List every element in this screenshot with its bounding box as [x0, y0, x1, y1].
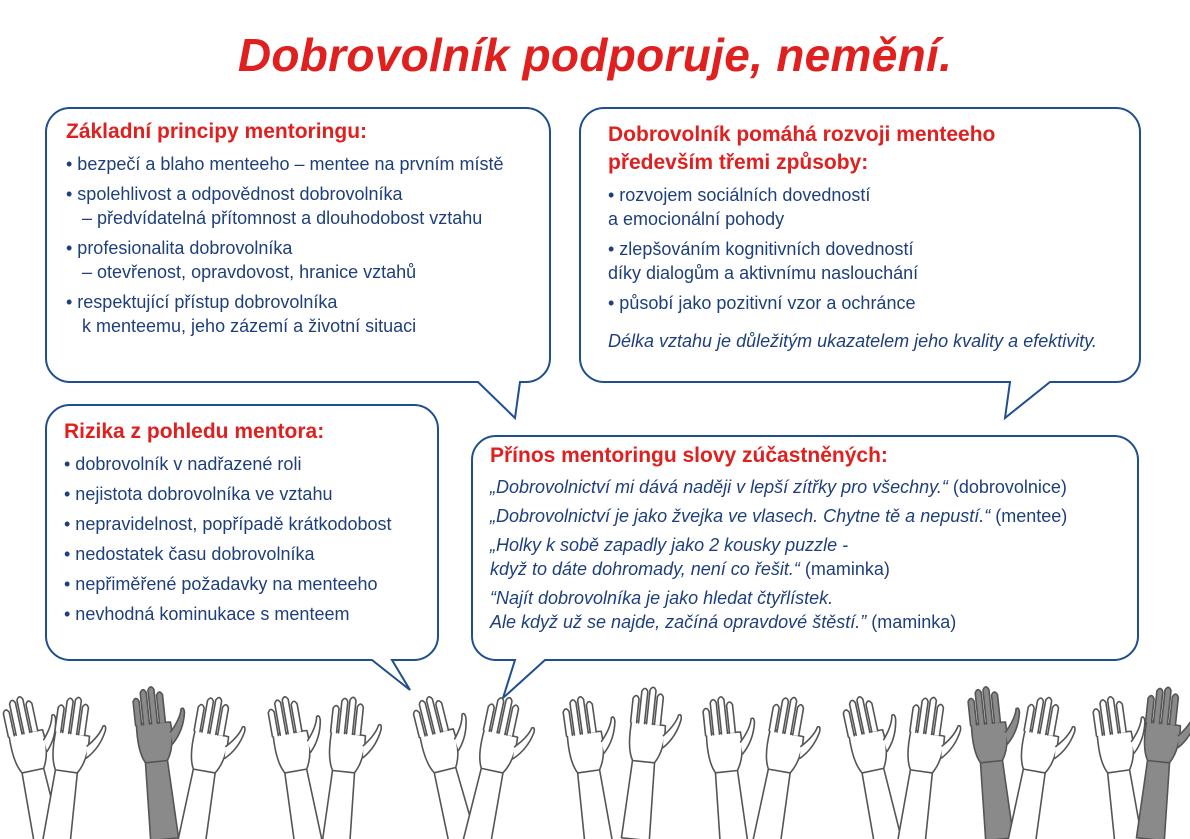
principles-box — [66, 118, 544, 338]
raised-hands-illustration — [0, 680, 1190, 839]
risks-list — [64, 452, 434, 626]
hand-icon — [894, 695, 965, 839]
hands-group — [1, 684, 1190, 839]
page-title: Dobrovolník podporuje, nemění. — [237, 29, 953, 81]
hand-icon — [174, 694, 250, 839]
development-note: Délka vztahu je důležitým ukazatelem jeho kvality a efektivity. — [608, 331, 1097, 351]
benefits-heading: Přínos mentoringu slovy zúčastněných: — [490, 444, 888, 467]
list-item-continuation: k menteemu, jeho zázemí a životní situaci — [82, 316, 417, 336]
list-item-text: • rozvojem sociálních dovedností — [608, 185, 871, 205]
principles-list — [66, 152, 544, 338]
list-item-continuation: a emocionální pohody — [608, 209, 785, 229]
development-heading-line1: Dobrovolník pomáhá rozvoji menteeho — [608, 123, 996, 146]
benefits-box — [490, 442, 1130, 634]
list-item: • dobrovolník v nadřazené roli — [64, 454, 302, 474]
development-heading-line2: především třemi způsoby: — [608, 151, 869, 174]
list-item-text: • profesionalita dobrovolníka — [66, 238, 293, 258]
hand-icon — [561, 693, 632, 839]
list-item-text: • spolehlivost a odpovědnost dobrovolníka — [66, 184, 403, 204]
list-item-continuation: – předvídatelná přítomnost a dlouhodobost vztahu — [82, 208, 483, 228]
hand-icon — [318, 695, 384, 839]
quote-text: „Holky k sobě zapadly jako 2 kousky puzzle - — [490, 535, 849, 555]
list-item — [66, 182, 544, 230]
list-item — [608, 237, 1133, 285]
risks-box — [64, 418, 434, 626]
hand-icon — [1133, 685, 1190, 839]
hand-icon — [618, 685, 684, 839]
quote-text-continuation: Ale když už se najde, začíná opravdové štěstí.” — [490, 612, 867, 632]
quote-author: (maminka) — [804, 559, 890, 579]
quote-text-continuation: když to dáte dohromady, není co řešit.“ — [490, 559, 800, 579]
quote-text: „Dobrovolnictví mi dává naději v lepší zítřky pro všechny.“ — [490, 477, 948, 497]
development-heading — [608, 121, 1133, 177]
list-item-text: • zlepšováním kognitivních dovedností — [608, 239, 914, 259]
list-item: • nevhodná kominukace s menteem — [64, 604, 350, 624]
list-item — [608, 291, 1133, 315]
list-item: • nejistota dobrovolníka ve vztahu — [64, 484, 333, 504]
development-box — [608, 121, 1133, 353]
list-item: • nepřiměřené požadavky na menteeho — [64, 574, 378, 594]
list-item — [66, 152, 544, 176]
list-item: • nepravidelnost, popřípadě krátkodobost — [64, 514, 392, 534]
quote — [490, 533, 1130, 581]
quote — [490, 475, 1130, 499]
hand-icon — [749, 694, 825, 839]
quote-text: “Najít dobrovolníka je jako hledat čtyřlístek. — [490, 588, 834, 608]
hand-icon — [39, 695, 110, 839]
principles-heading: Základní principy mentoringu: — [66, 120, 368, 143]
quote — [490, 504, 1130, 528]
quote-author: (mentee) — [995, 506, 1068, 526]
list-item-text: • působí jako pozitivní vzor a ochránce — [608, 293, 916, 313]
risks-heading: Rizika z pohledu mentora: — [64, 420, 325, 443]
development-list — [608, 183, 1133, 315]
quote — [490, 586, 1130, 634]
quote-author: (dobrovolnice) — [952, 477, 1067, 497]
list-item — [66, 290, 544, 338]
list-item — [66, 236, 544, 284]
list-item — [608, 183, 1133, 231]
list-item-continuation: – otevřenost, opravdovost, hranice vztahů — [82, 262, 417, 282]
list-item-continuation: díky dialogům a aktivnímu naslouchání — [608, 263, 919, 283]
list-item-text: • respektující přístup dobrovolníka — [66, 292, 338, 312]
quote-author: (maminka) — [871, 612, 957, 632]
list-item-text: • bezpečí a blaho menteeho – mentee na prvním místě — [66, 154, 504, 174]
hand-icon — [459, 694, 540, 839]
quote-text: „Dobrovolnictví je jako žvejka ve vlasech. Chytne tě a nepustí.“ — [490, 506, 991, 526]
list-item: • nedostatek času dobrovolníka — [64, 544, 315, 564]
